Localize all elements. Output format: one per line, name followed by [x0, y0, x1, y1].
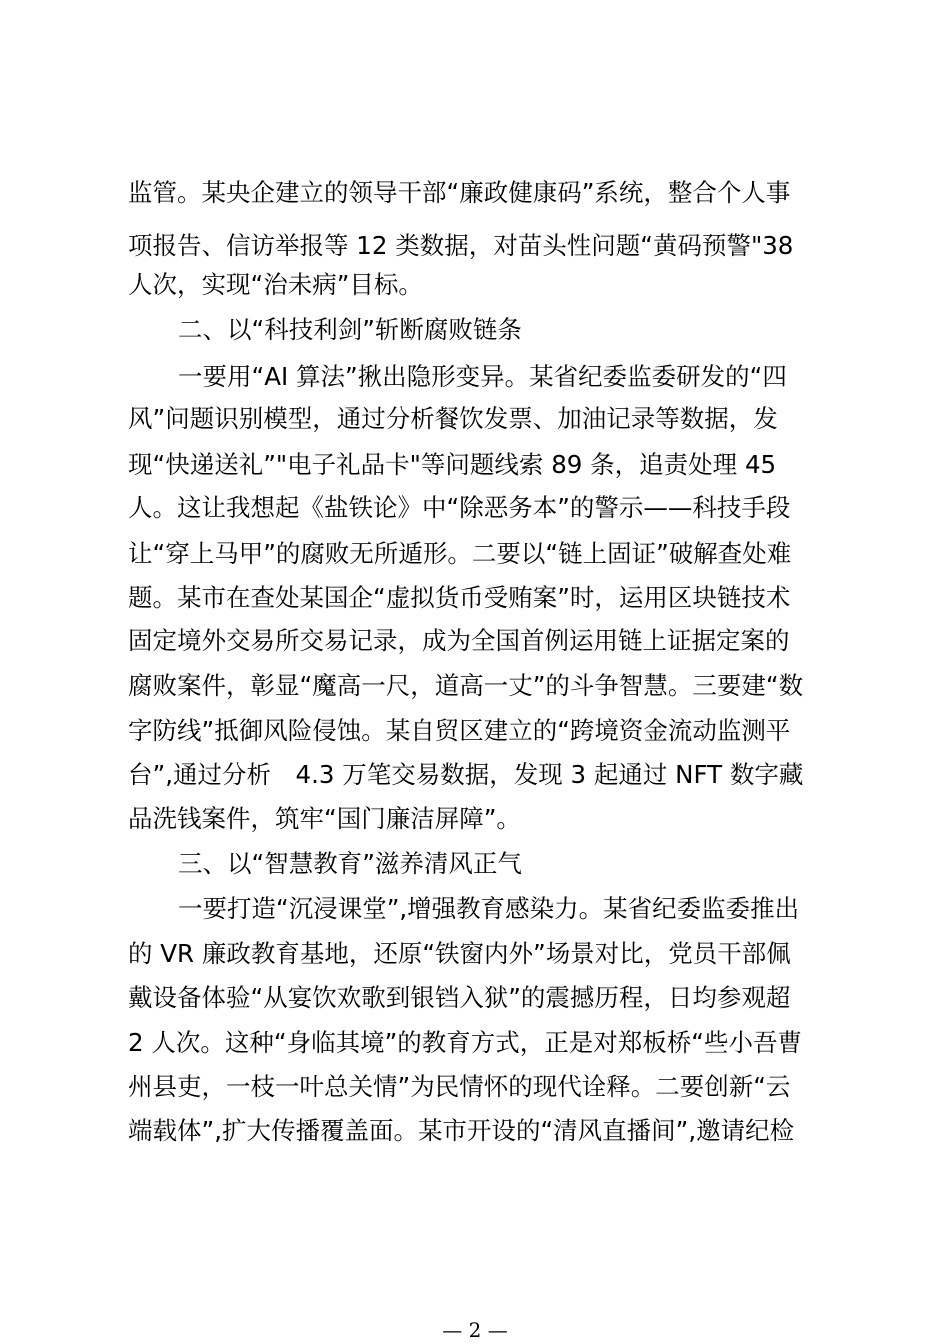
body-line: 台”,通过分析 4.3 万笔交易数据，发现 3 起通过 NFT 数字藏	[128, 760, 804, 789]
body-line: 监管。某央企建立的领导干部“廉政健康码”系统，整合个人事	[128, 178, 791, 207]
body-line: 州县吏，一枝一叶总关情”为民情怀的现代诠释。二要创新“云	[128, 1072, 791, 1101]
body-line: 品洗钱案件，筑牢“国门廉洁屏障”。	[128, 804, 521, 833]
body-line: 字防线”抵御风险侵蚀。某自贸区建立的“跨境资金流动监测平	[128, 716, 791, 745]
body-line: 端载体”,扩大传播覆盖面。某市开设的“清风直播间”,邀请纪检	[128, 1116, 795, 1145]
body-line: 一要用“AI 算法”揪出隐形变异。某省纪委监委研发的“四	[178, 362, 787, 391]
body-line: 人次，实现“治未病”目标。	[128, 270, 423, 299]
body-line: 2 人次。这种“身临其境”的教育方式，正是对郑板桥“些小吾曹	[128, 1028, 802, 1057]
body-line: 一要打造“沉浸课堂”,增强教育感染力。某省纪委监委推出	[178, 894, 800, 923]
body-line: 戴设备体验“从宴饮欢歌到银铛入狱”的震撼历程，日均参观超	[128, 983, 791, 1012]
section-heading: 二、以“科技利剑”斩断腐败链条	[178, 315, 522, 344]
body-line: 让“穿上马甲”的腐败无所遁形。二要以“链上固证”破解查处难	[128, 539, 792, 568]
body-line: 人。这让我想起《盐铁论》中“除恶务本”的警示——科技手段	[128, 493, 791, 522]
body-line: 风”问题识别模型，通过分析餐饮发票、加油记录等数据，发	[128, 404, 778, 433]
body-line: 现“快递送礼”"电子礼品卡"等问题线索 89 条，追责处理 45	[128, 450, 777, 479]
section-heading: 三、以“智慧教育”滋养清风正气	[178, 849, 522, 878]
body-line: 腐败案件，彰显“魔高一尺，道高一丈”的斗争智慧。三要建“数	[128, 671, 804, 700]
body-line: 的 VR 廉政教育基地，还原“铁窗内外”场景对比，党员干部佩	[128, 939, 791, 968]
body-line: 项报告、信访举报等 12 类数据，对苗头性问题“黄码预警"38	[128, 231, 794, 260]
body-line: 固定境外交易所交易记录，成为全国首例运用链上证据定案的	[128, 626, 790, 655]
page-number: — 2 —	[442, 1318, 508, 1342]
body-line: 题。某市在查处某国企“虚拟货币受贿案”时，运用区块链技术	[128, 583, 791, 612]
